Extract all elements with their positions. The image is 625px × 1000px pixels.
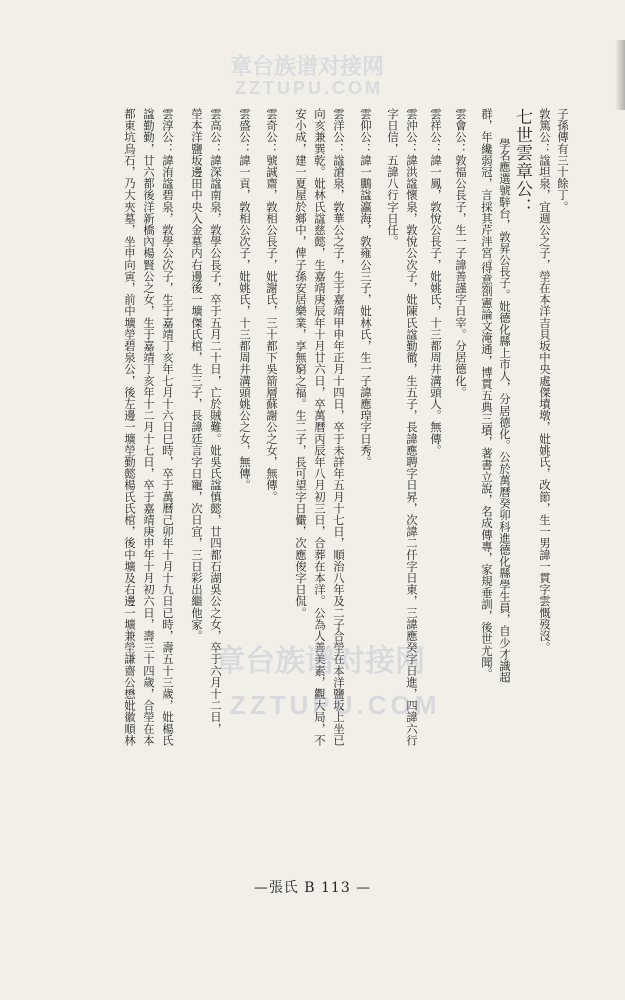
- text-column-17: 塋本洋鹽坂邊田中央入金墓内右邊後一壙傑氏棺，生三子，長諱廷言字日寵，次日宜，三日彩出繼他家。: [190, 108, 204, 642]
- text-column-10: 雲仰公：諱一鵬諡瀛海，敦雍公三子，妣林氏，生一子諱應瑝字日秀。: [359, 108, 373, 468]
- text-column-11: 雲洋公：諡滄泉，敦華公之子，生于嘉靖甲申年正月十四日，卒于未詳年五月十七日，順治八年及二子合塋在本洋鹽坂上坐已: [332, 108, 346, 746]
- text-column-19: 諡勤勤，廿六都後洋新橋內楊賢公之女，生于嘉靖丁亥年十二月十七日，卒于嘉靖庚申年十月初六日，壽三十四歲，合塋在本: [142, 108, 156, 746]
- text-column-5: 得意劄憲論文淹通，博貫五典三墳，著書立說，名成傳專，家規垂訓，後世尤聞。: [480, 262, 494, 680]
- text-column-7: 雲祥公：諱一鳳，敦悅公長子，妣姚氏，十三都周井溝頭人。無傳。: [429, 108, 443, 456]
- text-column-15: 雲盛公：諱一貢，敦相公次子，妣姚氏，十三都周井溝頭姚公之女，無傳。: [238, 108, 252, 491]
- text-column-8: 雲沖公：諱洪諡懷泉，敦悅公次子，妣陳氏諡勤徹，生五子，長諱應聘字日昇，次諱二仟字日東，三諱應癸字日進，四諱六行: [405, 108, 419, 746]
- text-column-14: 雲奇公：號誠齋，敦相公長子，妣謝氏，三十都下吳箭層蘇謝公之女，無傳。: [265, 108, 279, 503]
- text-column-13: 安小成，建一夏屋於鄉中，俾子孫安居樂業，享無窮之福。生二子，長可望字日儼，次應俊字日侃。: [294, 108, 308, 619]
- text-column-18: 雲淳公：諱洧諡碧泉，敦學公次子，生于嘉靖丁亥年七月十六日巳時，卒于萬曆己卯年十月十九日已時，壽五十三歲，妣楊氏: [161, 108, 175, 746]
- text-column-9: 字日信，五諱八行字日任。: [386, 108, 400, 248]
- text-column-4: 群，年纔弱冠，言採其芹泮宮。: [480, 108, 494, 271]
- text-column-2: 敦篤公：諡坦泉，宜週公之子，塋在本洋吉貝坂中央處傑墳墩，妣姚氏，改節，生一男諱一貫字雲慨歿沒。: [538, 108, 552, 654]
- text-column-6: 雲會公：敦福公長子，生一子諱善謹字日宰。分居德化。: [454, 108, 468, 398]
- page-footer: —張氏 B 113 —: [253, 880, 372, 896]
- watermark-url-top: ZZTUPU.COM: [235, 78, 383, 98]
- text-column-20: 都東坑烏石，乃大夾墓，坐申向寅，前中壙塋碧泉公，後左邊一壙塋勤懿楊氏氏棺，後中壙及右邊一壙兼塋謙齋公懋妣徽順林: [123, 108, 137, 746]
- text-column-12: 向亥兼巽乾。妣林氏諡慈懿，生嘉靖庚辰年十月廿六日，卒萬曆丙辰年八月初三日，合葬在本洋。公為人善美素，觀大局，不: [313, 108, 327, 746]
- watermark-cn-bottom: 章台族谱对接网: [215, 645, 425, 678]
- text-column-3: 學名應選號騂台，敦昇公長子。妣德化縣上市人，分居德化。公於萬曆癸卯科進德化縣學生員，自少才識超: [498, 138, 512, 684]
- watermark-cn-top: 章台族谱对接网: [230, 54, 385, 79]
- generation-heading: 七世雲章公：: [512, 108, 532, 216]
- text-column-16: 雲高公：諱深諡南泉，敦學公長子，卒于五月二十日，亡於賊難。妣吳氏諡慎懿，廿四都石湖吳公之女，卒于六月十二日，: [209, 108, 223, 735]
- page-edge-shadow: [615, 40, 625, 110]
- watermark-url-bottom: ZZTUPU.COM: [230, 690, 441, 720]
- text-column-1: 子孫傳有三十餘丁。: [556, 108, 570, 213]
